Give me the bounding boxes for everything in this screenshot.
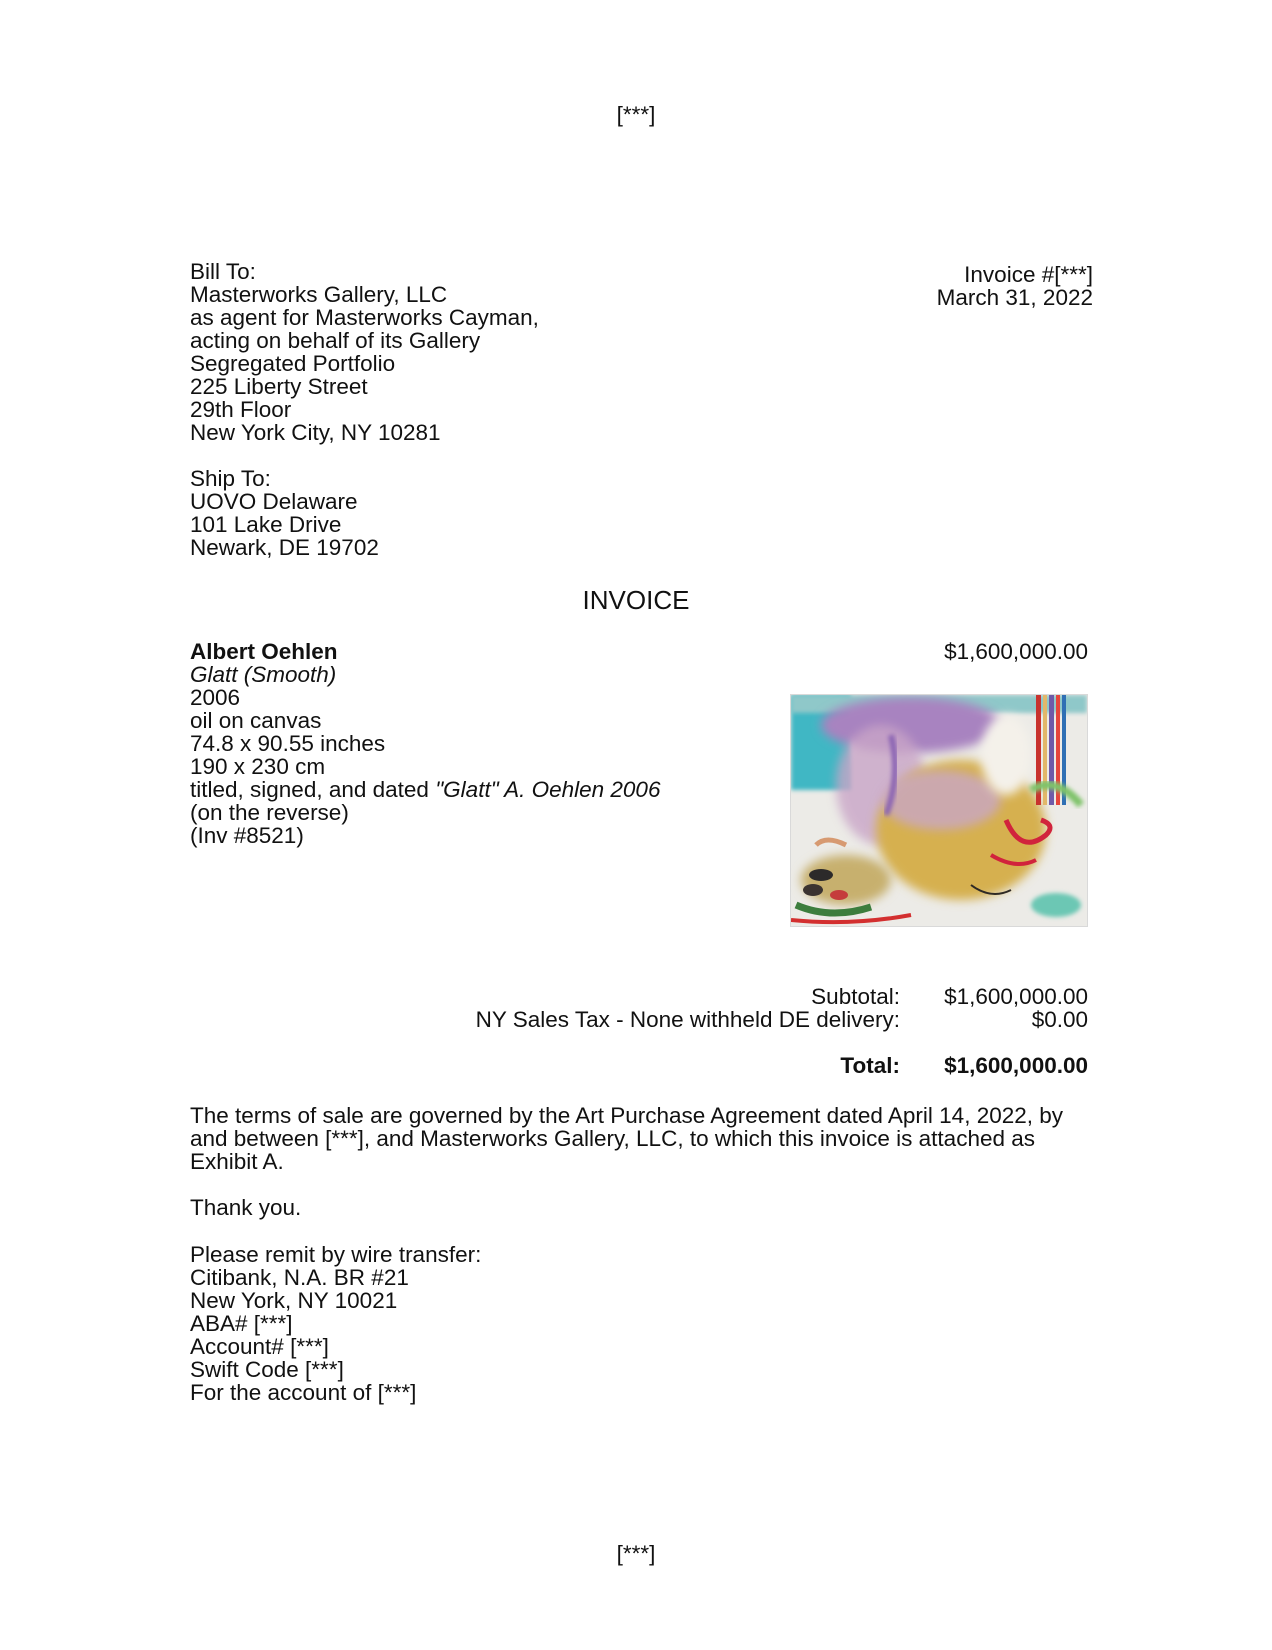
remittance-instructions [190, 1243, 481, 1404]
inscription-text: "Glatt" A. Oehlen 2006 [435, 777, 661, 802]
ship-to-line: Newark, DE 19702 [190, 535, 379, 560]
artwork-dimensions-inches: 74.8 x 90.55 inches [190, 731, 386, 756]
remit-line: For the account of [***] [190, 1380, 417, 1405]
totals-values [944, 985, 1088, 1031]
document-title: INVOICE [582, 585, 690, 615]
remit-line: New York, NY 10021 [190, 1288, 398, 1313]
subtotal-label: Subtotal: [811, 984, 900, 1009]
terms-line: The terms of sale are governed by the Art Purchase Agreement dated April 14, 2022, by [190, 1103, 1064, 1128]
totals-labels [476, 985, 900, 1031]
bill-to-label: Bill To: [190, 259, 256, 284]
ship-to-label: Ship To: [190, 466, 271, 491]
remit-line: Citibank, N.A. BR #21 [190, 1265, 409, 1290]
tax-value: $0.00 [1031, 1007, 1088, 1032]
bill-to-line: New York City, NY 10281 [190, 420, 441, 445]
invoice-meta [937, 263, 1093, 309]
inventory-number: (Inv #8521) [190, 823, 304, 848]
inscription-prefix: titled, signed, and dated [190, 777, 436, 802]
artwork-title: Glatt (Smooth) [190, 662, 337, 687]
artwork-details [190, 640, 660, 847]
bill-to-line: 29th Floor [190, 397, 292, 422]
artwork-year: 2006 [190, 685, 241, 710]
bill-to-line: as agent for Masterworks Cayman, [190, 305, 539, 330]
artwork-image [790, 694, 1088, 927]
artwork-price: $1,600,000.00 [944, 639, 1088, 664]
subtotal-value: $1,600,000.00 [944, 984, 1088, 1009]
bill-to-line: 225 Liberty Street [190, 374, 368, 399]
terms-line: Exhibit A. [190, 1149, 284, 1174]
total-value: $1,600,000.00 [944, 1053, 1088, 1078]
invoice-number: Invoice #[***] [964, 262, 1093, 287]
bill-to-line: acting on behalf of its Gallery [190, 328, 481, 353]
header-redaction: [***] [616, 102, 656, 127]
ship-to-line: UOVO Delaware [190, 489, 358, 514]
remit-line: Swift Code [***] [190, 1357, 344, 1382]
thank-you-text: Thank you. [190, 1195, 302, 1220]
artwork-dimensions-cm: 190 x 230 cm [190, 754, 326, 779]
bill-to-block [190, 260, 539, 444]
ship-to-block [190, 467, 379, 559]
bill-to-line: Segregated Portfolio [190, 351, 396, 376]
tax-label: NY Sales Tax - None withheld DE delivery: [475, 1007, 900, 1032]
artist-name: Albert Oehlen [190, 639, 338, 664]
artwork-medium: oil on canvas [190, 708, 322, 733]
terms-paragraph [190, 1104, 1085, 1173]
total-label: Total: [840, 1053, 900, 1078]
terms-line: and between [***], and Masterworks Gallery, LLC, to which this invoice is attached as [190, 1126, 1036, 1151]
inscription-location: (on the reverse) [190, 800, 349, 825]
artwork-painting-illustration [791, 695, 1087, 926]
remit-line: Account# [***] [190, 1334, 329, 1359]
invoice-date: March 31, 2022 [936, 285, 1093, 310]
remit-line: Please remit by wire transfer: [190, 1242, 482, 1267]
remit-line: ABA# [***] [190, 1311, 293, 1336]
footer-redaction: [***] [616, 1541, 656, 1566]
artwork-inscription-line [190, 778, 660, 801]
ship-to-line: 101 Lake Drive [190, 512, 342, 537]
bill-to-line: Masterworks Gallery, LLC [190, 282, 448, 307]
